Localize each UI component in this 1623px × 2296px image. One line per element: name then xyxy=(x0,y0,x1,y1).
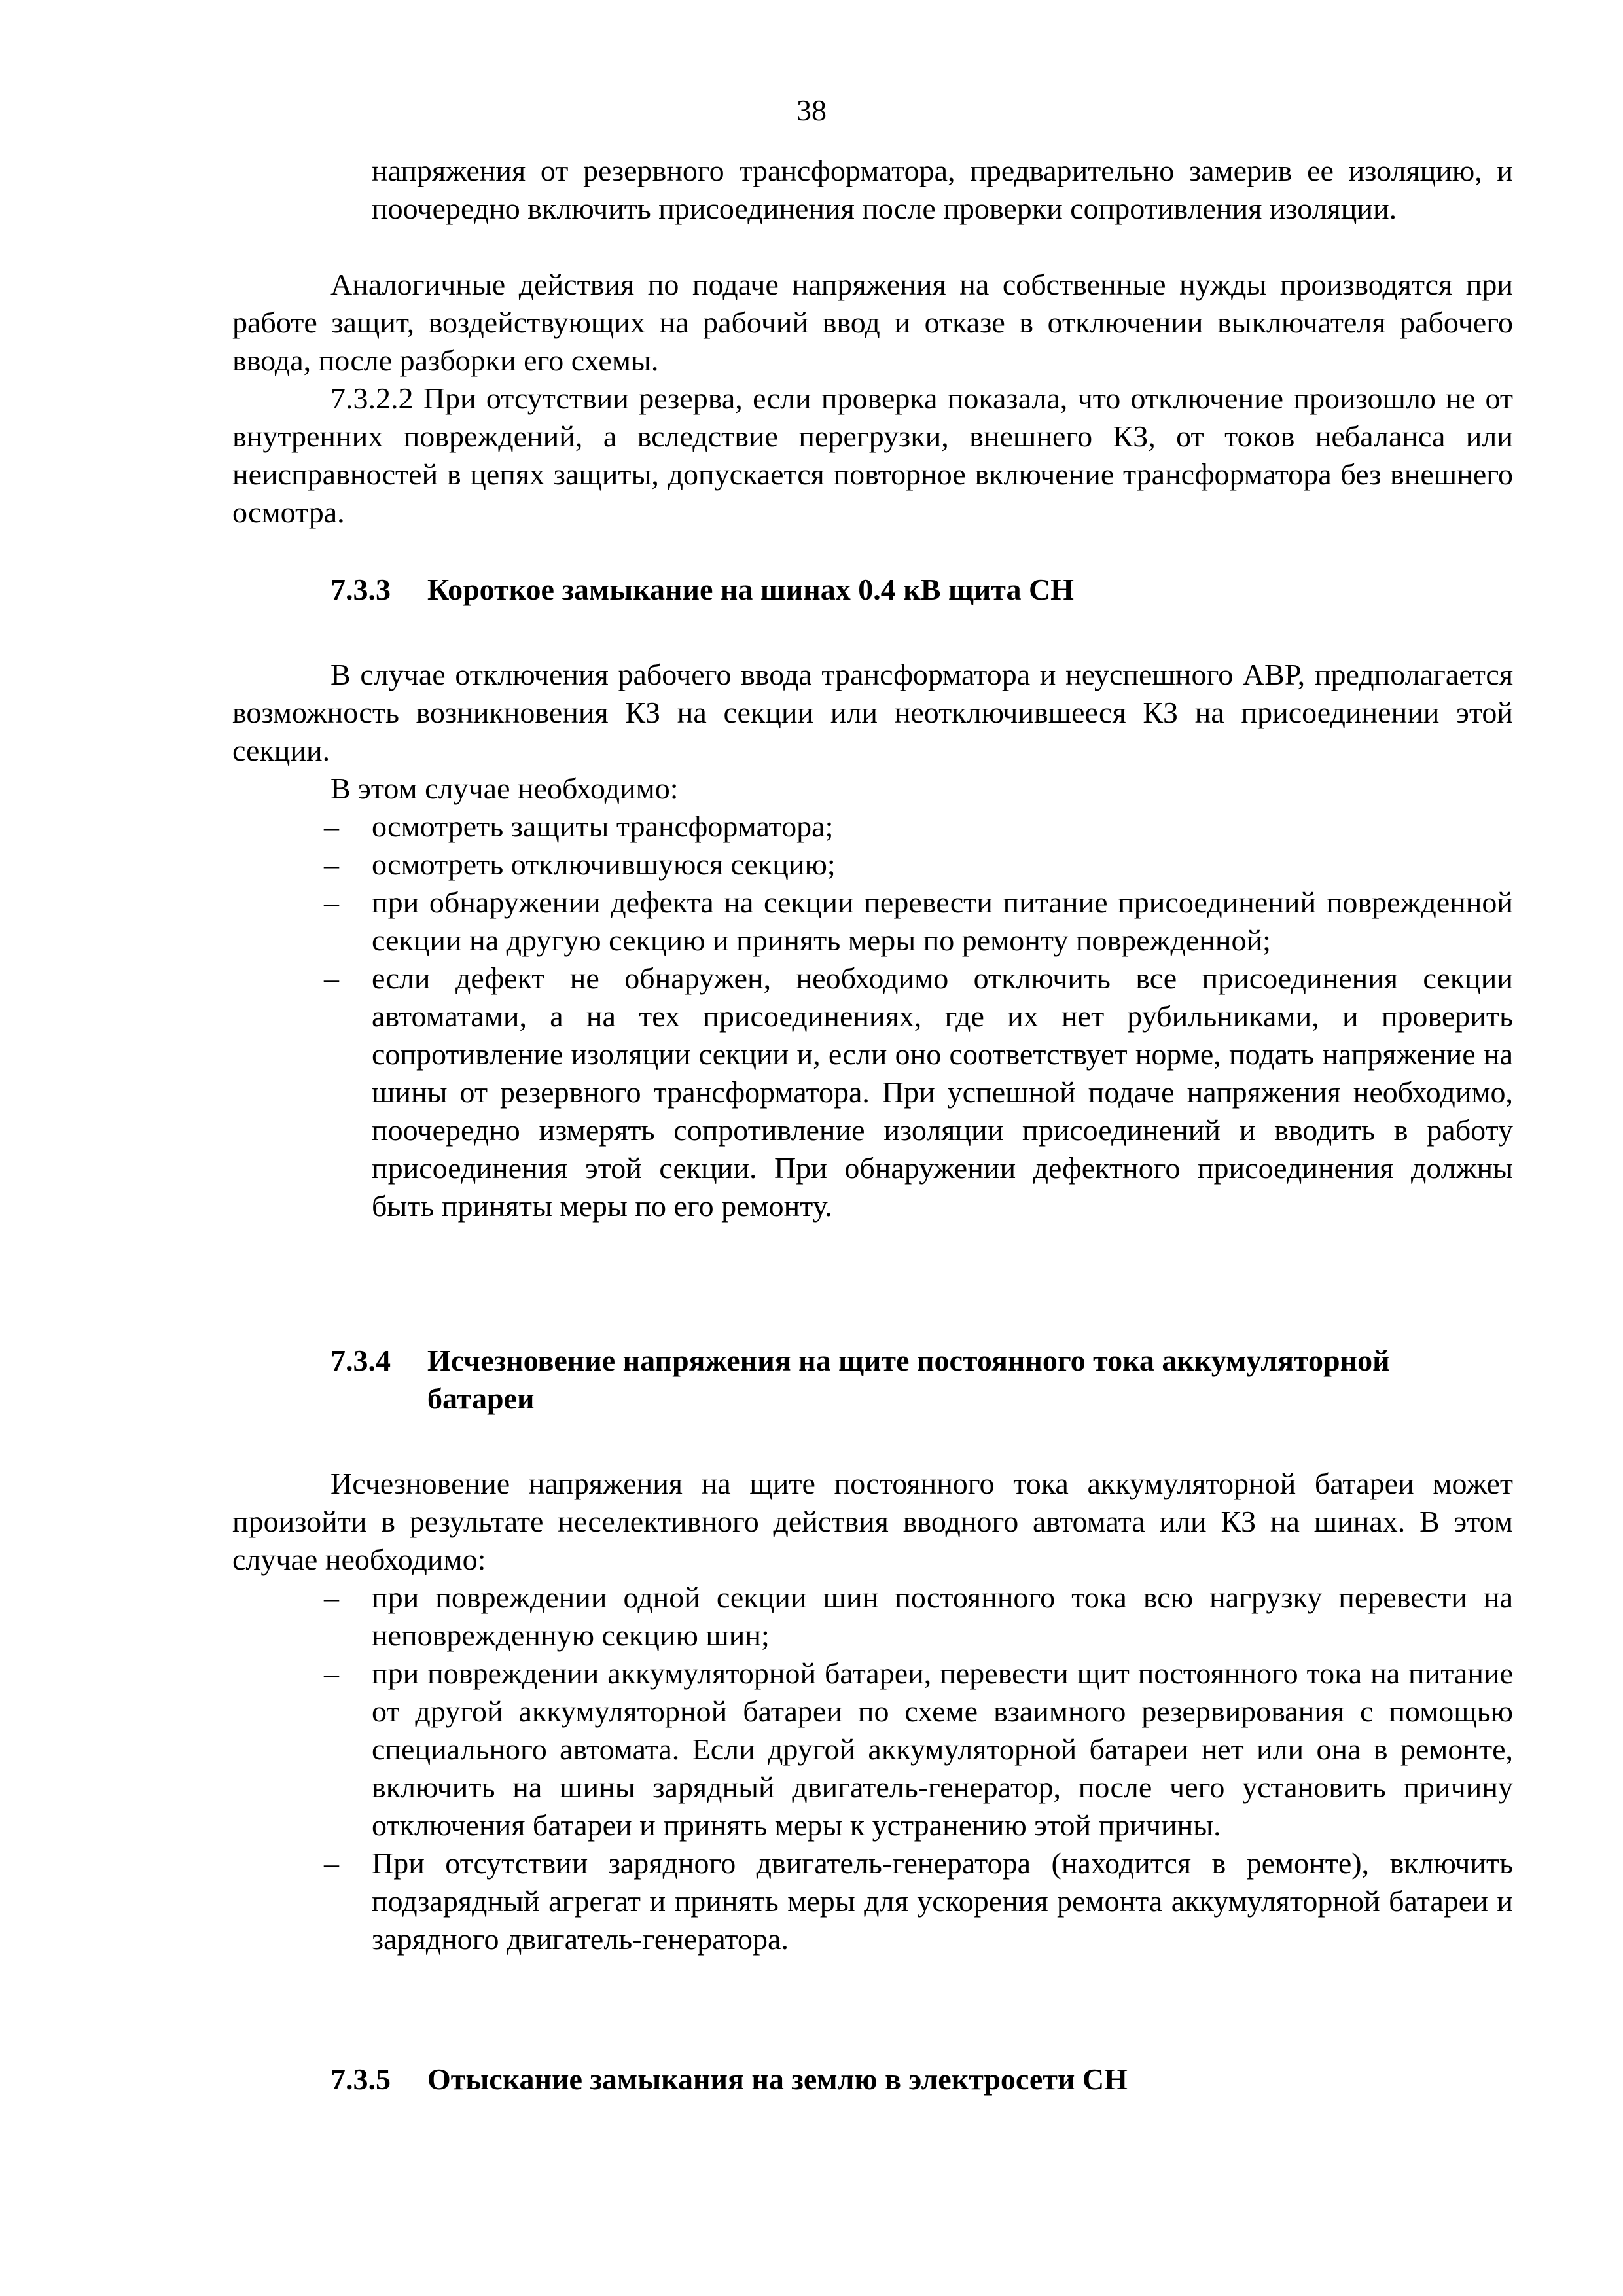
paragraph-analog: Аналогичные действия по подаче напряжения на собственные нужды производятся при работе защит, воздействующих на рабочий ввод и отказе в отключении выключателя рабочего ввода, после разборки его схемы. xyxy=(232,268,1513,377)
list-7-3-3 xyxy=(232,808,1513,1225)
paragraph-7-3-4: Исчезновение напряжения на щите постоянного тока аккумуляторной батареи может произойти в результате неселективного действия вводного автомата или КЗ на шинах. В этом случае необходимо: xyxy=(232,1467,1513,1576)
dash-marker: – xyxy=(324,1581,339,1614)
heading-number: 7.3.5 xyxy=(330,2062,391,2096)
dash-marker: – xyxy=(324,886,339,919)
intro-continuation: напряжения от резервного трансформатора, предварительно замерив ее изоляцию, и поочередно включить присоединения после проверки сопротивления изоляции. xyxy=(372,154,1513,225)
paragraph-lead-7-3-3: В этом случае необходимо: xyxy=(330,772,679,805)
heading-7-3-3 xyxy=(330,571,1513,609)
list-item: – при повреждении аккумуляторной батареи, перевести щит постоянного тока на питание от другой аккумуляторной батареи по схеме взаимного резервирования с помощью специального автомата. Если другой аккумуляторной батареи нет или она в ремонте, включить на шины зарядный двигатель-генератор, после чего установить причину отключения батареи и принять меры к устранению этой причины. xyxy=(232,1655,1513,1844)
list-item: – осмотреть отключившуюся секцию; xyxy=(232,846,1513,884)
list-item: – при повреждении одной секции шин постоянного тока всю нагрузку перевести на неповрежденную секцию шин; xyxy=(232,1579,1513,1655)
dash-marker: – xyxy=(324,810,339,843)
heading-title: Короткое замыкание на шинах 0.4 кВ щита СН xyxy=(427,573,1074,606)
heading-number: 7.3.3 xyxy=(330,573,391,606)
dash-marker: – xyxy=(324,1846,339,1880)
heading-7-3-5 xyxy=(330,2060,1513,2098)
heading-title-line1: Исчезновение напряжения на щите постоянного тока аккумуляторной xyxy=(427,1344,1390,1377)
heading-7-3-4 xyxy=(330,1342,1513,1418)
list-item: – при обнаружении дефекта на секции перевести питание присоединений поврежденной секции на другую секцию и принять меры по ремонту поврежденной; xyxy=(232,884,1513,960)
dash-marker: – xyxy=(324,848,339,881)
list-item: – если дефект не обнаружен, необходимо отключить все присоединения секции автоматами, а на тех присоединениях, где их нет рубильниками, и проверить сопротивление изоляции секции и, если оно соответствует норме, подать напряжение на шины от резервного трансформатора. При успешной подаче напряжения необходимо, поочередно измерять сопротивление изоляции присоединений и вводить в работу присоединения этой секции. При обнаружении дефектного присоединения должны быть приняты меры по его ремонту. xyxy=(232,960,1513,1225)
page-number: 38 xyxy=(796,94,827,127)
list-7-3-4 xyxy=(232,1579,1513,1958)
heading-title: Отыскание замыкания на землю в электросети СН xyxy=(427,2062,1128,2096)
heading-title-line2: батареи xyxy=(427,1382,535,1415)
paragraph-7-3-2-2: 7.3.2.2 При отсутствии резерва, если проверка показала, что отключение произошло не от внутренних повреждений, а вследствие перегрузки, внешнего КЗ, от токов небаланса или неисправностей в цепях защиты, допускается повторное включение трансформатора без внешнего осмотра. xyxy=(232,382,1513,529)
dash-marker: – xyxy=(324,961,339,995)
heading-number: 7.3.4 xyxy=(330,1344,391,1377)
dash-marker: – xyxy=(324,1657,339,1690)
list-item: – осмотреть защиты трансформатора; xyxy=(232,808,1513,846)
list-item: – При отсутствии зарядного двигатель-генератора (находится в ремонте), включить подзарядный агрегат и принять меры для ускорения ремонта аккумуляторной батареи и зарядного двигатель-генератора. xyxy=(232,1844,1513,1958)
paragraph-7-3-3: В случае отключения рабочего ввода трансформатора и неуспешного АВР, предполагается возможность возникновения КЗ на секции или неотключившееся КЗ на присоединении этой секции. xyxy=(232,658,1513,767)
